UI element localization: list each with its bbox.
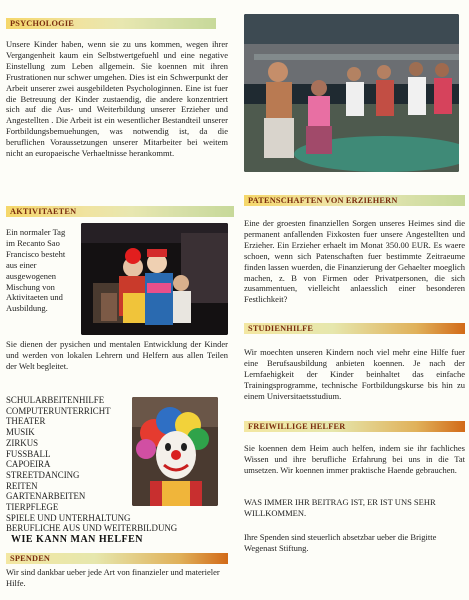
list-item: ZIRKUS [6, 437, 39, 448]
list-item: THEATER [6, 416, 46, 427]
freiwillige-welcome: WAS IMMER IHR BEITRAG IST, ER IST UNS SEHR WILLKOMMEN. [244, 497, 436, 518]
list-item: GARTENARBEITEN [6, 491, 86, 502]
aktivitaeten-intro: Ein normaler Tag im Recanto Sao Francisco besteht aus einer ausgewogenen Mischung von Aktivitaeten und Ausbildung. [6, 227, 66, 314]
list-item: FUSSBALL [6, 448, 51, 459]
freiwillige-text: Sie koennen dem Heim auch helfen, indem sie ihr fachliches Wissen und ihre berufliche Erfahrung bei uns in die Tat umsetzen. Wir koennen immer praktische Haende gebrauchen. [244, 443, 465, 475]
list-item: REITEN [6, 480, 38, 491]
psychologie-text: Unsere Kinder haben, wenn sie zu uns kommen, wegen ihrer Vergangenheit kaum ein Selbstwertgefuehl und eine negative Einstellung zum Leben allgemein. Sie koennen mit ihren Frustrationen nur schwer umgehen. Dies ist ein Schwerpunkt der Arbeit unserer zwei ausgebildeten Psychologinnen. Eine ist fuer die Betreuung der Kinder zustaendig, die andere konzentriert sich auf die Aus- und Weiterbildung unserer Erzieher und Angestellten . Die Arbeit ist ein wesentlicher Bestandteil unserer Fortbildungsbemuehungen, was notwendig ist, da die beruflichen Voraussetzungen unserer Mitarbeiter bei weitem nicht an europaeische Verhaeltnisse herankommt. [6, 39, 228, 159]
list-item: COMPUTERUNTERRICHT [6, 405, 111, 416]
dancers-photo [244, 14, 459, 172]
freiwillige-steuer: Ihre Spenden sind steuerlich absetzbar ueber die Brigitte Wegenast Stiftung. [244, 532, 437, 553]
list-item: CAPOEIRA [6, 459, 51, 470]
patenschaften-heading: PATENSCHAFTEN VON ERZIEHERN [244, 195, 465, 206]
list-item: SPIELE UND UNTERHALTUNG [6, 512, 131, 523]
list-item: STREETDANCING [6, 469, 80, 480]
list-item: MUSIK [6, 427, 35, 438]
freiwillige-heading: FREIWILLIGE HELFER [244, 421, 465, 432]
aktivitaeten-text: Sie dienen der pysichen und mentalen Entwicklung der Kinder und werden von lokalen Lehrern und Helfern aus allen Teilen der Welt begleitet. [6, 339, 228, 371]
clown-portrait-image [132, 397, 218, 506]
spenden-text: Wir sind dankbar ueber jede Art von finanzieler und materieler Hilfe. [6, 567, 220, 588]
clowns-image [81, 223, 228, 335]
list-item: TIERPFLEGE [6, 502, 59, 513]
list-item: SCHULARBEITENHILFE [6, 395, 105, 405]
wie-kann-man-helfen: WIE KANN MAN HELFEN [11, 534, 144, 545]
patenschaften-text: Eine der groesten finanziellen Sorgen unseres Heimes sind die permanent anfallenden Fixkosten fuer unsere Angestellten und Erzieher. Ein Erzieher erhaelt im Monat 350.00 EUR. Es waere schoen, wenn sich Patenschaften fuer bestimmte Zeitraeume finden lassen wuerden, die Finanzierung der Gehaelter moeglich machen, z. B von Firmen oder Privatpersonen, die sich zusammentuen, vielleicht anlaesslich einer besonderen Festlichkeit? [244, 218, 465, 305]
studienhilfe-text: Wir moechten unseren Kindern noch viel mehr eine Hilfe fuer eine Berufsausbildung anbieten koennen. Je nach der Lernfaehigkeit der Kinder beinhaltet das einfache Trainingsprogramme, technische Fortbildungskurse bis hin zu einem Universitaetsstudium. [244, 347, 465, 401]
clowns-photo [81, 223, 228, 335]
clown-portrait-photo [132, 397, 218, 506]
aktivitaeten-heading: AKTIVITAETEN [6, 206, 234, 217]
list-item: BERUFLICHE AUS UND WEITERBILDUNG [6, 523, 178, 534]
psychologie-heading: PSYCHOLOGIE [6, 18, 216, 29]
dancers-image [244, 14, 459, 172]
spenden-heading: SPENDEN [6, 553, 228, 564]
studienhilfe-heading: STUDIENHILFE [244, 323, 465, 334]
